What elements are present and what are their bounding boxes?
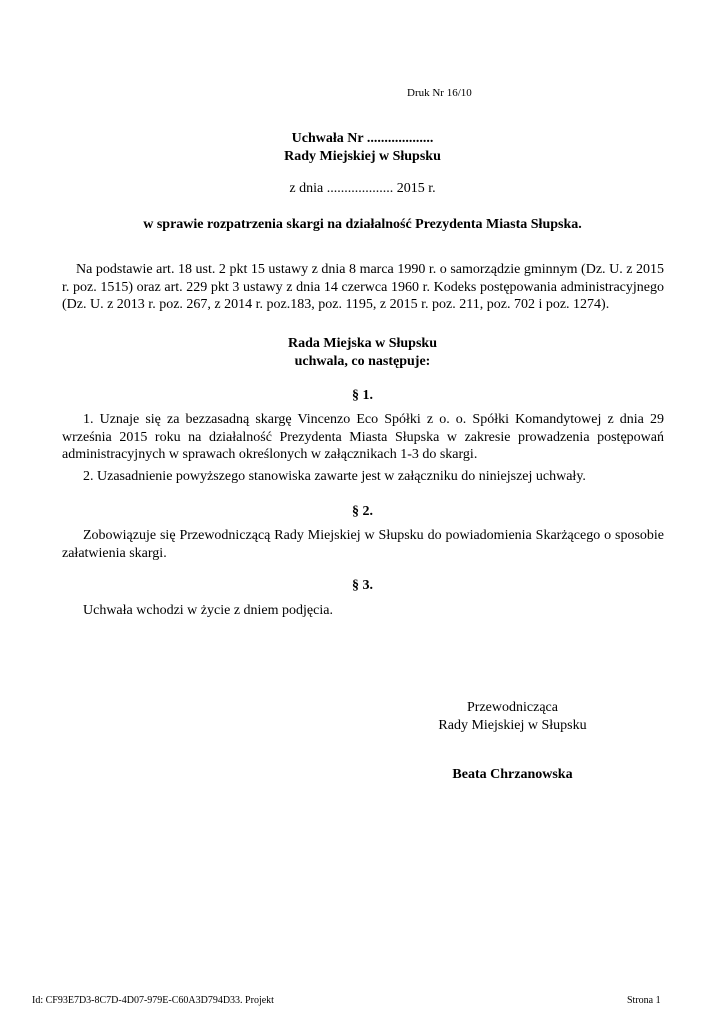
title-line-2: Rady Miejskiej w Słupsku bbox=[284, 149, 441, 164]
signature-name: Beata Chrzanowska bbox=[452, 767, 573, 782]
title-line-1: Uchwała Nr ................... bbox=[291, 131, 434, 146]
section-2-heading: § 2. bbox=[352, 504, 373, 519]
signature-role bbox=[410, 699, 615, 735]
resolution-subject: w sprawie rozpatrzenia skargi na działalność Prezydenta Miasta Słupska. bbox=[143, 217, 582, 232]
section-1-paragraph-2: 2. Uzasadnienie powyższego stanowiska zawarte jest w załączniku do niniejszej uchwały. bbox=[83, 469, 586, 484]
resolution-date: z dnia ................... 2015 r. bbox=[289, 181, 436, 196]
section-1-paragraph-1: 1. Uznaje się za bezzasadną skargę Vincenzo Eco Spółki z o. o. Spółki Komandytowej z dnia 29 września 2015 roku na działalność Prezydenta Miasta Słupska w zakresie prowadzenia postępowań administracyjnych w sprawach określonych w załącznikach 1-3 do skargi. bbox=[62, 412, 664, 462]
print-number: Druk Nr 16/10 bbox=[407, 87, 472, 99]
resolution-title bbox=[0, 130, 725, 166]
resolves-line-2: uchwala, co następuje: bbox=[294, 354, 431, 369]
section-1-heading: § 1. bbox=[352, 388, 373, 403]
footer-document-id: Id: CF93E7D3-8C7D-4D07-979E-C60A3D794D33. Projekt bbox=[32, 995, 274, 1006]
signature-role-line-1: Przewodnicząca bbox=[467, 700, 558, 715]
preamble-paragraph: Na podstawie art. 18 ust. 2 pkt 15 ustawy z dnia 8 marca 1990 r. o samorządzie gminnym (Dz. U. z 2015 r. poz. 1515) oraz art. 229 pkt 3 ustawy z dnia 14 czerwca 1960 r. Kodeks postępowania administracyjnego (Dz. U. z 2013 r. poz. 267, z 2014 r. poz.183, poz. 1195, z 2015 r. poz. 211, poz. 702 i poz. 1274). bbox=[62, 262, 664, 312]
resolves-heading bbox=[0, 335, 725, 371]
section-3-heading: § 3. bbox=[352, 578, 373, 593]
section-2-paragraph: Zobowiązuje się Przewodniczącą Rady Miejskiej w Słupsku do powiadomienia Skarżącego o sposobie załatwienia skargi. bbox=[62, 528, 664, 561]
resolves-line-1: Rada Miejska w Słupsku bbox=[288, 336, 437, 351]
signature-role-line-2: Rady Miejskiej w Słupsku bbox=[438, 718, 587, 733]
footer-page-number: Strona 1 bbox=[627, 995, 661, 1006]
section-3-paragraph: Uchwała wchodzi w życie z dniem podjęcia. bbox=[83, 603, 333, 618]
